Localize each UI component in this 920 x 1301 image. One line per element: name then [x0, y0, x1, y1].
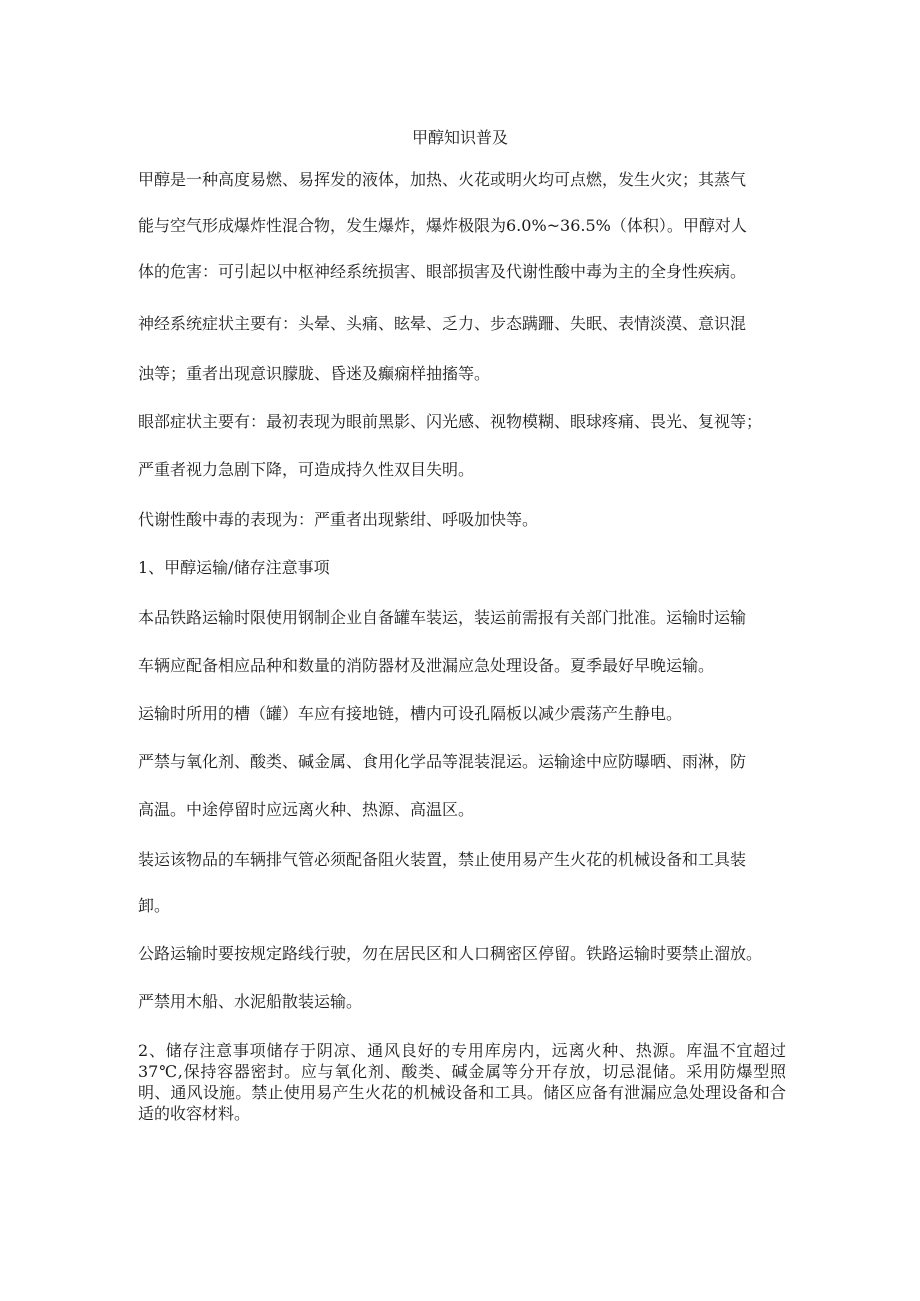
section-heading: 1、甲醇运输/储存注意事项 [138, 558, 330, 577]
body-line: 车辆应配备相应品种和数量的消防器材及泄漏应急处理设备。夏季最好早晚运输。 [138, 656, 715, 675]
body-line: 体的危害：可引起以中枢神经系统损害、眼部损害及代谢性酸中毒为主的全身性疾病。 [138, 262, 747, 281]
body-line: 严禁用木船、水泥船散装运输。 [138, 992, 363, 1011]
body-line: 公路运输时要按规定路线行驶，勿在居民区和人口稠密区停留。铁路运输时要禁止溜放。 [138, 944, 763, 963]
body-line: 眼部症状主要有：最初表现为眼前黑影、闪光感、视物模糊、眼球疼痛、畏光、复视等； [138, 412, 763, 431]
body-line: 装运该物品的车辆排气管必须配备阻火装置，禁止使用易产生火花的机械设备和工具装 [138, 850, 747, 869]
body-line: 严重者视力急剧下降，可造成持久性双目失明。 [138, 460, 475, 479]
body-line: 卸。 [138, 896, 171, 915]
body-line: 浊等；重者出现意识朦胧、昏迷及癫痫样抽搐等。 [138, 364, 491, 383]
body-line: 高温。中途停留时应远离火种、热源、高温区。 [138, 800, 475, 819]
body-line: 严禁与氧化剂、酸类、碱金属、食用化学品等混装混运。运输途中应防曝晒、雨淋，防 [138, 752, 747, 771]
body-line: 运输时所用的槽（罐）车应有接地链，槽内可设孔隔板以减少震荡产生静电。 [138, 704, 683, 723]
document-title: 甲醇知识普及 [411, 128, 508, 147]
body-line: 神经系统症状主要有：头晕、头痛、眩晕、乏力、步态蹒跚、失眠、表情淡漠、意识混 [138, 314, 747, 333]
body-line: 能与空气形成爆炸性混合物，发生爆炸，爆炸极限为6.0%~36.5%（体积）。甲醇对人 [138, 216, 747, 235]
body-line: 甲醇是一种高度易燃、易挥发的液体，加热、火花或明火均可点燃，发生火灾；其蒸气 [138, 170, 747, 189]
body-line: 本品铁路运输时限使用钢制企业自备罐车装运，装运前需报有关部门批准。运输时运输 [138, 608, 747, 627]
body-line: 代谢性酸中毒的表现为：严重者出现紫绀、呼吸加快等。 [138, 510, 539, 529]
storage-section: 2、储存注意事项储存于阴凉、通风良好的专用库房内，远离火种、热源。库温不宜超过37℃,保持容器密封。应与氧化剂、酸类、碱金属等分开存放，切忌混储。采用防爆型照明、通风设施。禁止使用易产生火花的机械设备和工具。储区应备有泄漏应急处理设备和合适的收容材料。 [138, 1041, 786, 1123]
